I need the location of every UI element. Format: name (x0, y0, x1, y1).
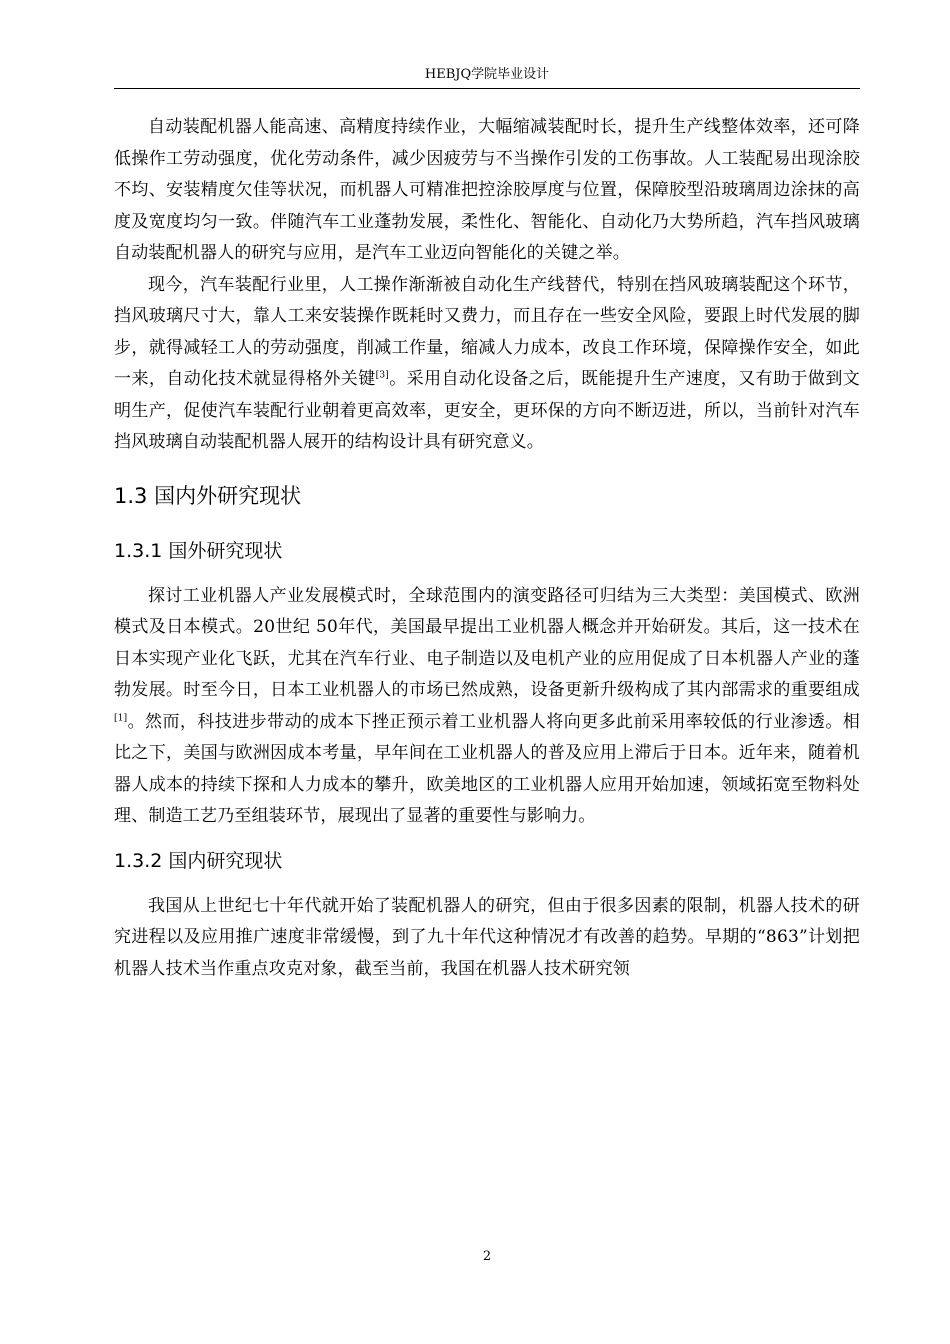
citation-ref: [1] (114, 712, 128, 723)
citation-ref: [3] (375, 370, 390, 381)
page-body (114, 112, 860, 985)
paragraph-industry-trend (114, 270, 860, 459)
section-heading: 1.3 国内外研究现状 (114, 483, 302, 508)
subsection-heading: 1.3.1 国外研究现状 (114, 539, 283, 562)
paragraph-foreign-research (114, 581, 860, 833)
paragraph-text: 。采用自动化设备之后，既能提升生产速度，又有助于做到文明生产，促使汽车装配行业朝着更高效率，更安全，更环保的方向不断迈进，所以，当前针对汽车挡风玻璃自动装配机器人展开的结构设计具有研究意义。 (114, 369, 860, 452)
paragraph-automation-benefits: 自动装配机器人能高速、高精度持续作业，大幅缩减装配时长，提升生产线整体效率，还可降低操作工劳动强度，优化劳动条件，减少因疲劳与不当操作引发的工伤事故。人工装配易出现涂胶不均、安装精度欠佳等状况，而机器人可精准把控涂胶厚度与位置，保障胶型沿玻璃周边涂抹的高度及宽度均匀一致。伴随汽车工业蓬勃发展，柔性化、智能化、自动化乃大势所趋，汽车挡风玻璃自动装配机器人的研究与应用，是汽车工业迈向智能化的关键之举。 (114, 117, 860, 263)
page-header: HEBJQ学院毕业设计 (424, 67, 550, 82)
paragraph-text: 探讨工业机器人产业发展模式时，全球范围内的演变路径可归结为三大类型：美国模式、欧洲模式及日本模式。20世纪 50年代，美国最早提出工业机器人概念并开始研发。其后，这一技术在日本实现产业化飞跃，尤其在汽车行业、电子制造以及电机产业的应用促成了日本机器人产业的蓬勃发展。时至今日，日本工业机器人的市场已然成熟，设备更新升级构成了其内部需求的重要组成 (114, 585, 860, 700)
header-divider (114, 88, 860, 89)
paragraph-text: 。然而，科技进步带动的成本下挫正预示着工业机器人将向更多此前采用率较低的行业渗透。相比之下，美国与欧洲因成本考量，早年间在工业机器人的普及应用上滞后于日本。近年来，随着机器人成本的持续下探和人力成本的攀升，欧美地区的工业机器人应用开始加速，领域拓宽至物料处理、制造工艺乃至组装环节，展现出了显著的重要性与影响力。 (114, 711, 860, 826)
paragraph-text: 现今，汽车装配行业里，人工操作渐渐被自动化生产线替代，特别在挡风玻璃装配这个环节，挡风玻璃尺寸大，靠人工来安装操作既耗时又费力，而且存在一些安全风险，要跟上时代发展的脚步，就得减轻工人的劳动强度，削减工作量，缩减人力成本，改良工作环境，保障操作安全，如此一来，自动化技术就显得格外关键 (114, 274, 860, 389)
subsection-heading: 1.3.2 国内研究现状 (114, 849, 283, 872)
page-number: 2 (482, 1249, 492, 1264)
paragraph-domestic-research: 我国从上世纪七十年代就开始了装配机器人的研究，但由于很多因素的限制，机器人技术的研究进程以及应用推广速度非常缓慢，到了九十年代这种情况才有改善的趋势。早期的“863”计划把机器人技术当作重点攻克对象，截至当前，我国在机器人技术研究领 (114, 895, 860, 979)
